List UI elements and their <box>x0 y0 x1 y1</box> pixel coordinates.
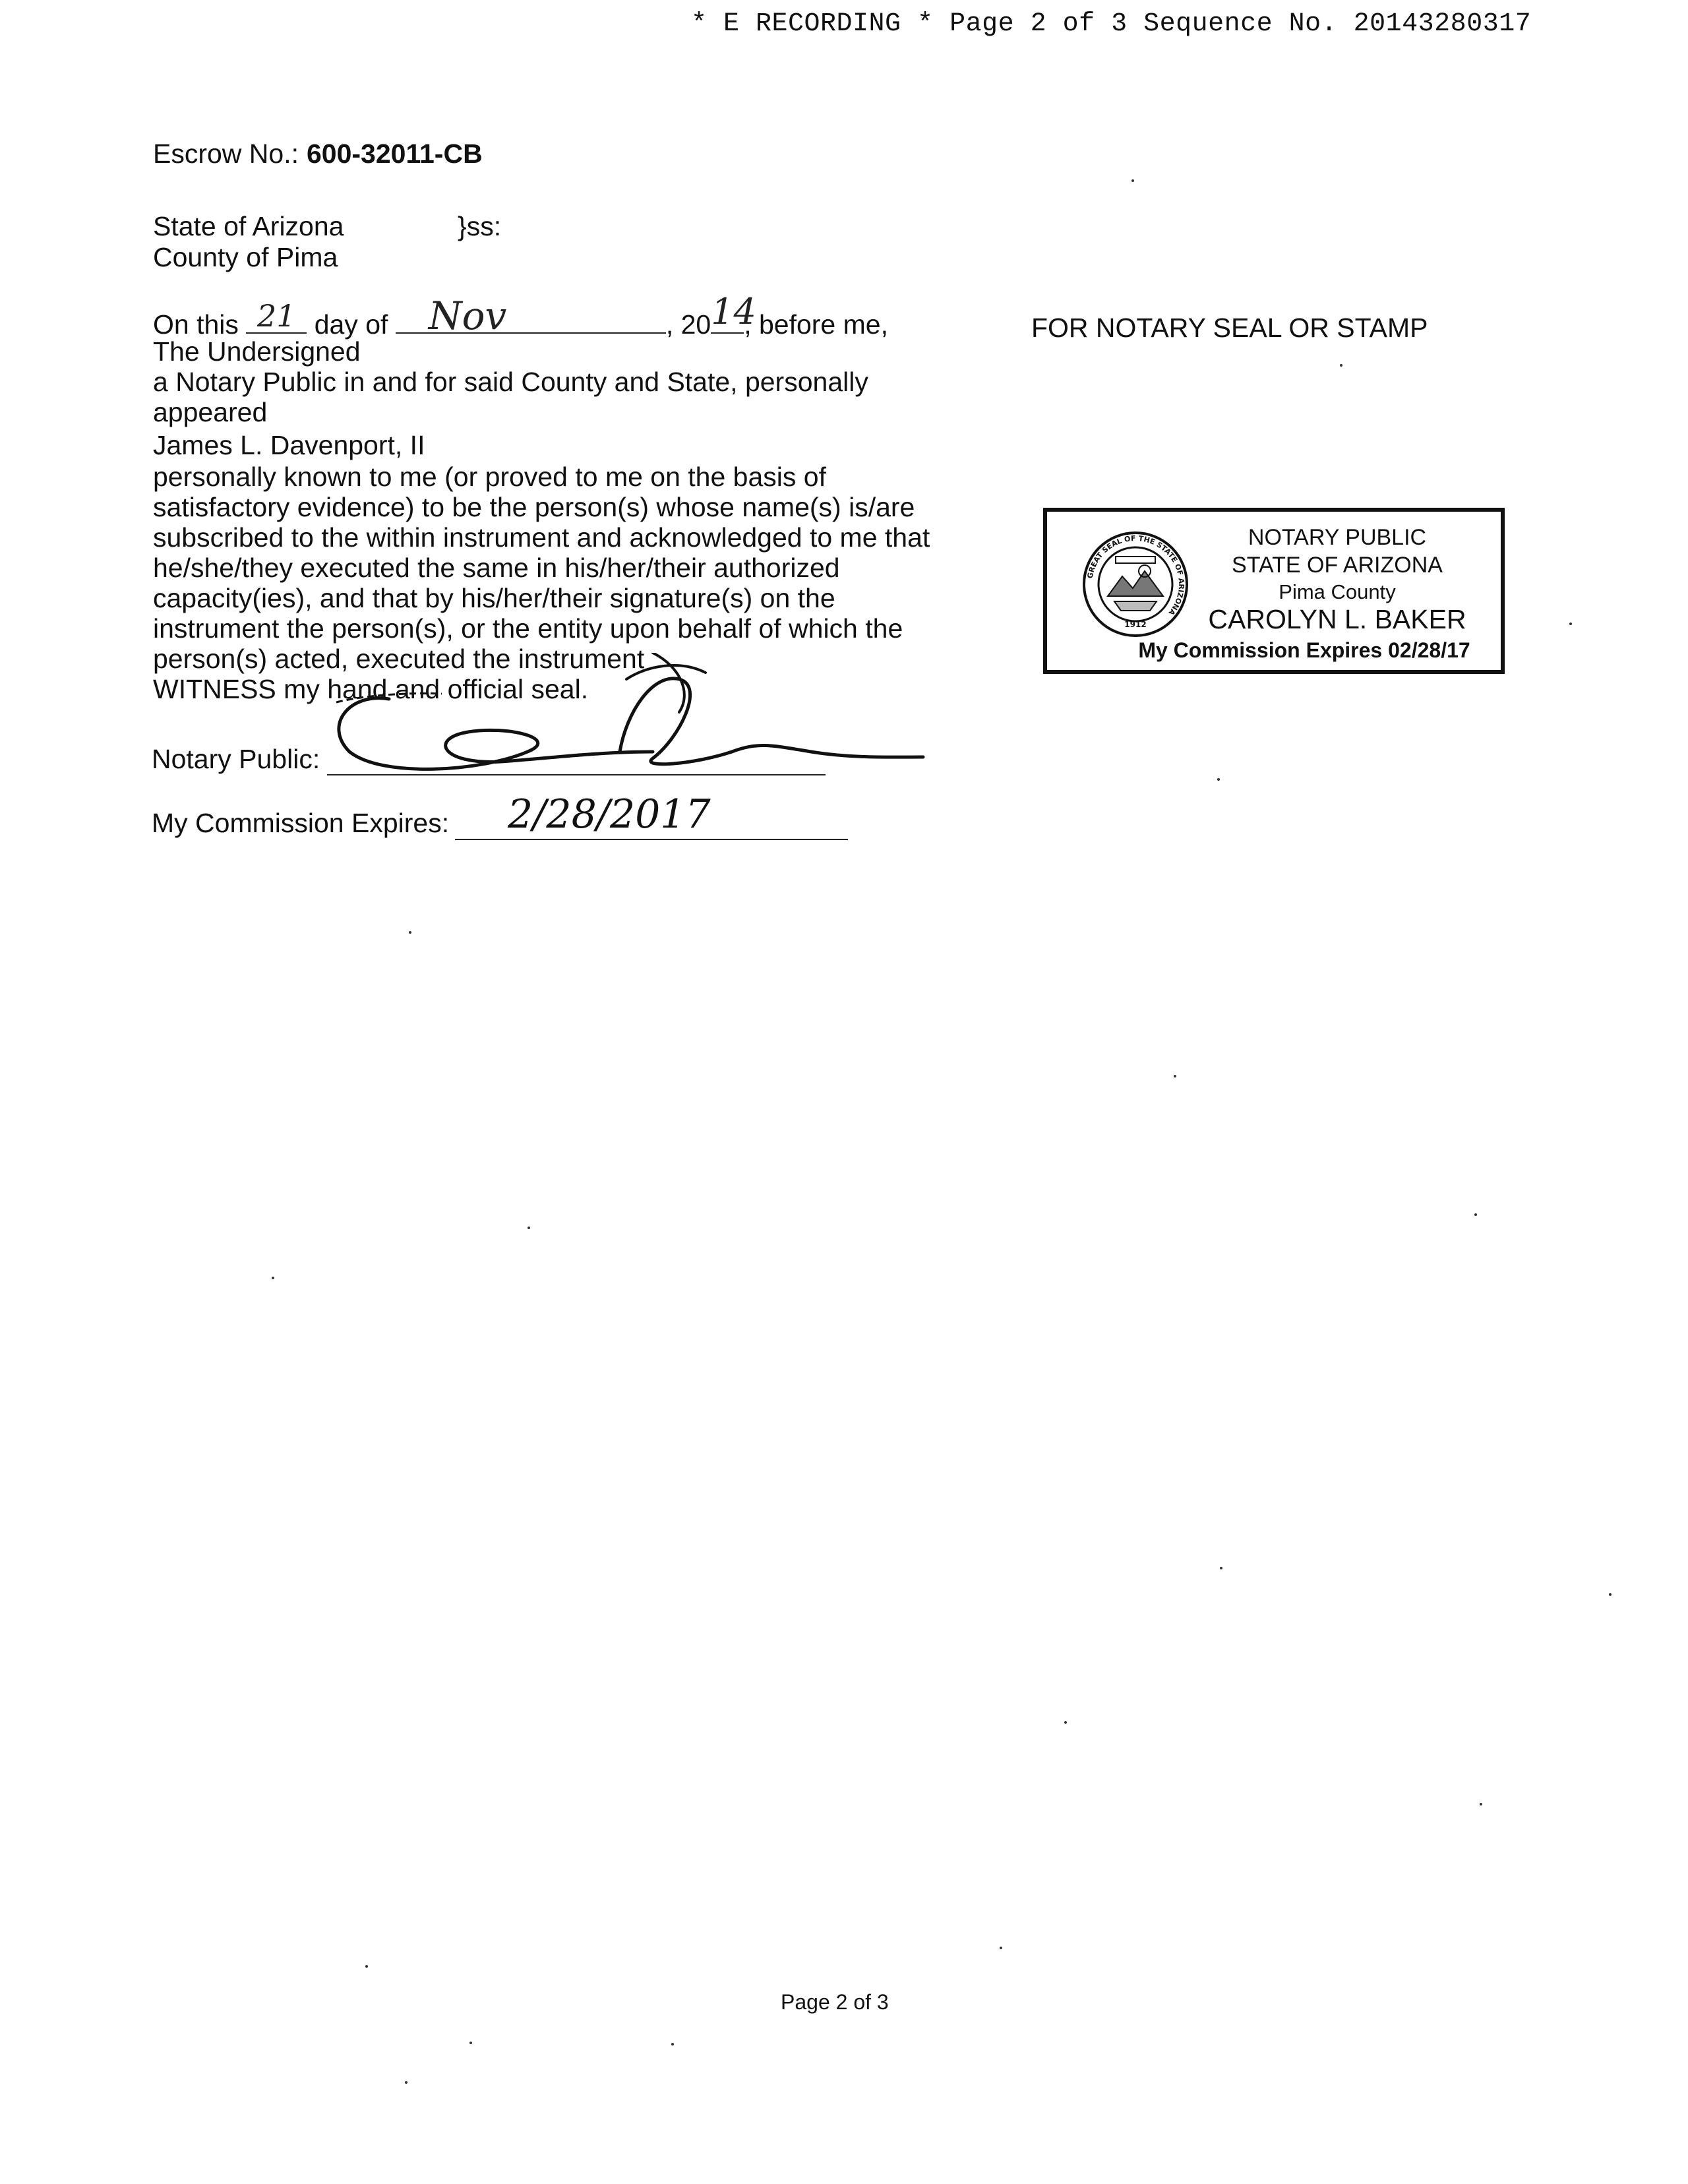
stamp-expiration: My Commission Expires 02/28/17 <box>1138 638 1470 662</box>
seal-ring-text: GREAT SEAL OF THE STATE OF ARIZONA <box>1085 533 1186 617</box>
stamp-state: STATE OF ARIZONA <box>1232 553 1443 578</box>
escrow-number: 600-32011-CB <box>307 138 483 169</box>
commission-line <box>455 839 848 840</box>
scan-speck <box>528 1227 530 1229</box>
day-blank <box>246 298 307 334</box>
day-handwritten: 21 <box>257 298 296 334</box>
scan-speck <box>1217 778 1220 781</box>
ack-line-7: subscribed to the within instrument and acknowledged to me that <box>153 522 930 553</box>
commission-label: My Commission Expires: <box>152 808 450 838</box>
scan-speck <box>1569 622 1572 625</box>
scan-speck <box>365 1965 368 1968</box>
year-handwritten: 14 <box>711 291 756 332</box>
scan-speck <box>469 2042 472 2044</box>
scan-speck <box>671 2043 674 2046</box>
ack-line-4: James L. Davenport, II <box>153 430 425 460</box>
scan-speck <box>1220 1567 1222 1569</box>
stamp-notary-name: CAROLYN L. BAKER <box>1208 604 1466 634</box>
venue-ss: }ss: <box>458 211 502 241</box>
scan-speck <box>405 2081 407 2084</box>
ack-line-2: a Notary Public in and for said County and State, personally <box>153 367 868 397</box>
year-prefix: , 20 <box>665 309 711 340</box>
commission-handwritten: 2/28/2017 <box>508 791 711 837</box>
seal-area-label: FOR NOTARY SEAL OR STAMP <box>1031 313 1428 343</box>
seal-year: 1912 <box>1124 620 1147 629</box>
venue-county: County of Pima <box>153 242 338 272</box>
escrow-line <box>153 138 483 169</box>
day-of-label: day of <box>314 309 388 340</box>
on-this-label: On this <box>153 309 239 340</box>
notary-public-label: Notary Public: <box>152 744 320 774</box>
ack-line-1: The Undersigned <box>153 336 361 367</box>
acknowledgment-date-line <box>153 291 888 340</box>
ack-line-5: personally known to me (or proved to me on the basis of <box>153 462 826 492</box>
month-blank <box>396 293 666 338</box>
scan-speck <box>1174 1075 1176 1077</box>
ack-line-11: person(s) acted, executed the instrument <box>153 644 645 674</box>
ack-line-9: capacity(ies), and that by his/her/their signature(s) on the <box>153 583 835 613</box>
recording-header: * E RECORDING * Page 2 of 3 Sequence No. 20143280317 <box>691 9 1532 39</box>
scan-speck <box>1609 1593 1612 1596</box>
scan-speck <box>272 1277 274 1279</box>
venue-state: State of Arizona <box>153 211 344 241</box>
ack-line-3: appeared <box>153 397 268 427</box>
scan-speck <box>1064 1721 1067 1724</box>
scan-speck <box>409 931 411 934</box>
month-handwritten: Nov <box>428 293 507 338</box>
scan-speck <box>1480 1803 1482 1805</box>
notary-stamp <box>1043 508 1505 674</box>
ack-line-8: he/she/they executed the same in his/her/their authorized <box>153 553 840 583</box>
scan-speck <box>1131 179 1134 182</box>
notary-signature <box>310 653 943 785</box>
ack-line-10: instrument the person(s), or the entity upon behalf of which the <box>153 613 903 644</box>
ack-line-6: satisfactory evidence) to be the person(s) whose name(s) is/are <box>153 492 915 522</box>
arizona-state-seal-icon <box>1081 530 1190 638</box>
stamp-notary-public: NOTARY PUBLIC <box>1248 525 1427 550</box>
scan-speck <box>1340 364 1342 367</box>
year-blank <box>711 291 756 334</box>
scan-speck <box>1000 1947 1002 1949</box>
scan-speck <box>1474 1213 1477 1216</box>
page-footer: Page 2 of 3 <box>781 1990 889 2014</box>
ack-line-12: WITNESS my hand and official seal. <box>153 674 589 704</box>
before-me-label: , before me, <box>744 309 888 340</box>
escrow-label: Escrow No.: <box>153 138 299 169</box>
stamp-county: Pima County <box>1279 580 1396 603</box>
